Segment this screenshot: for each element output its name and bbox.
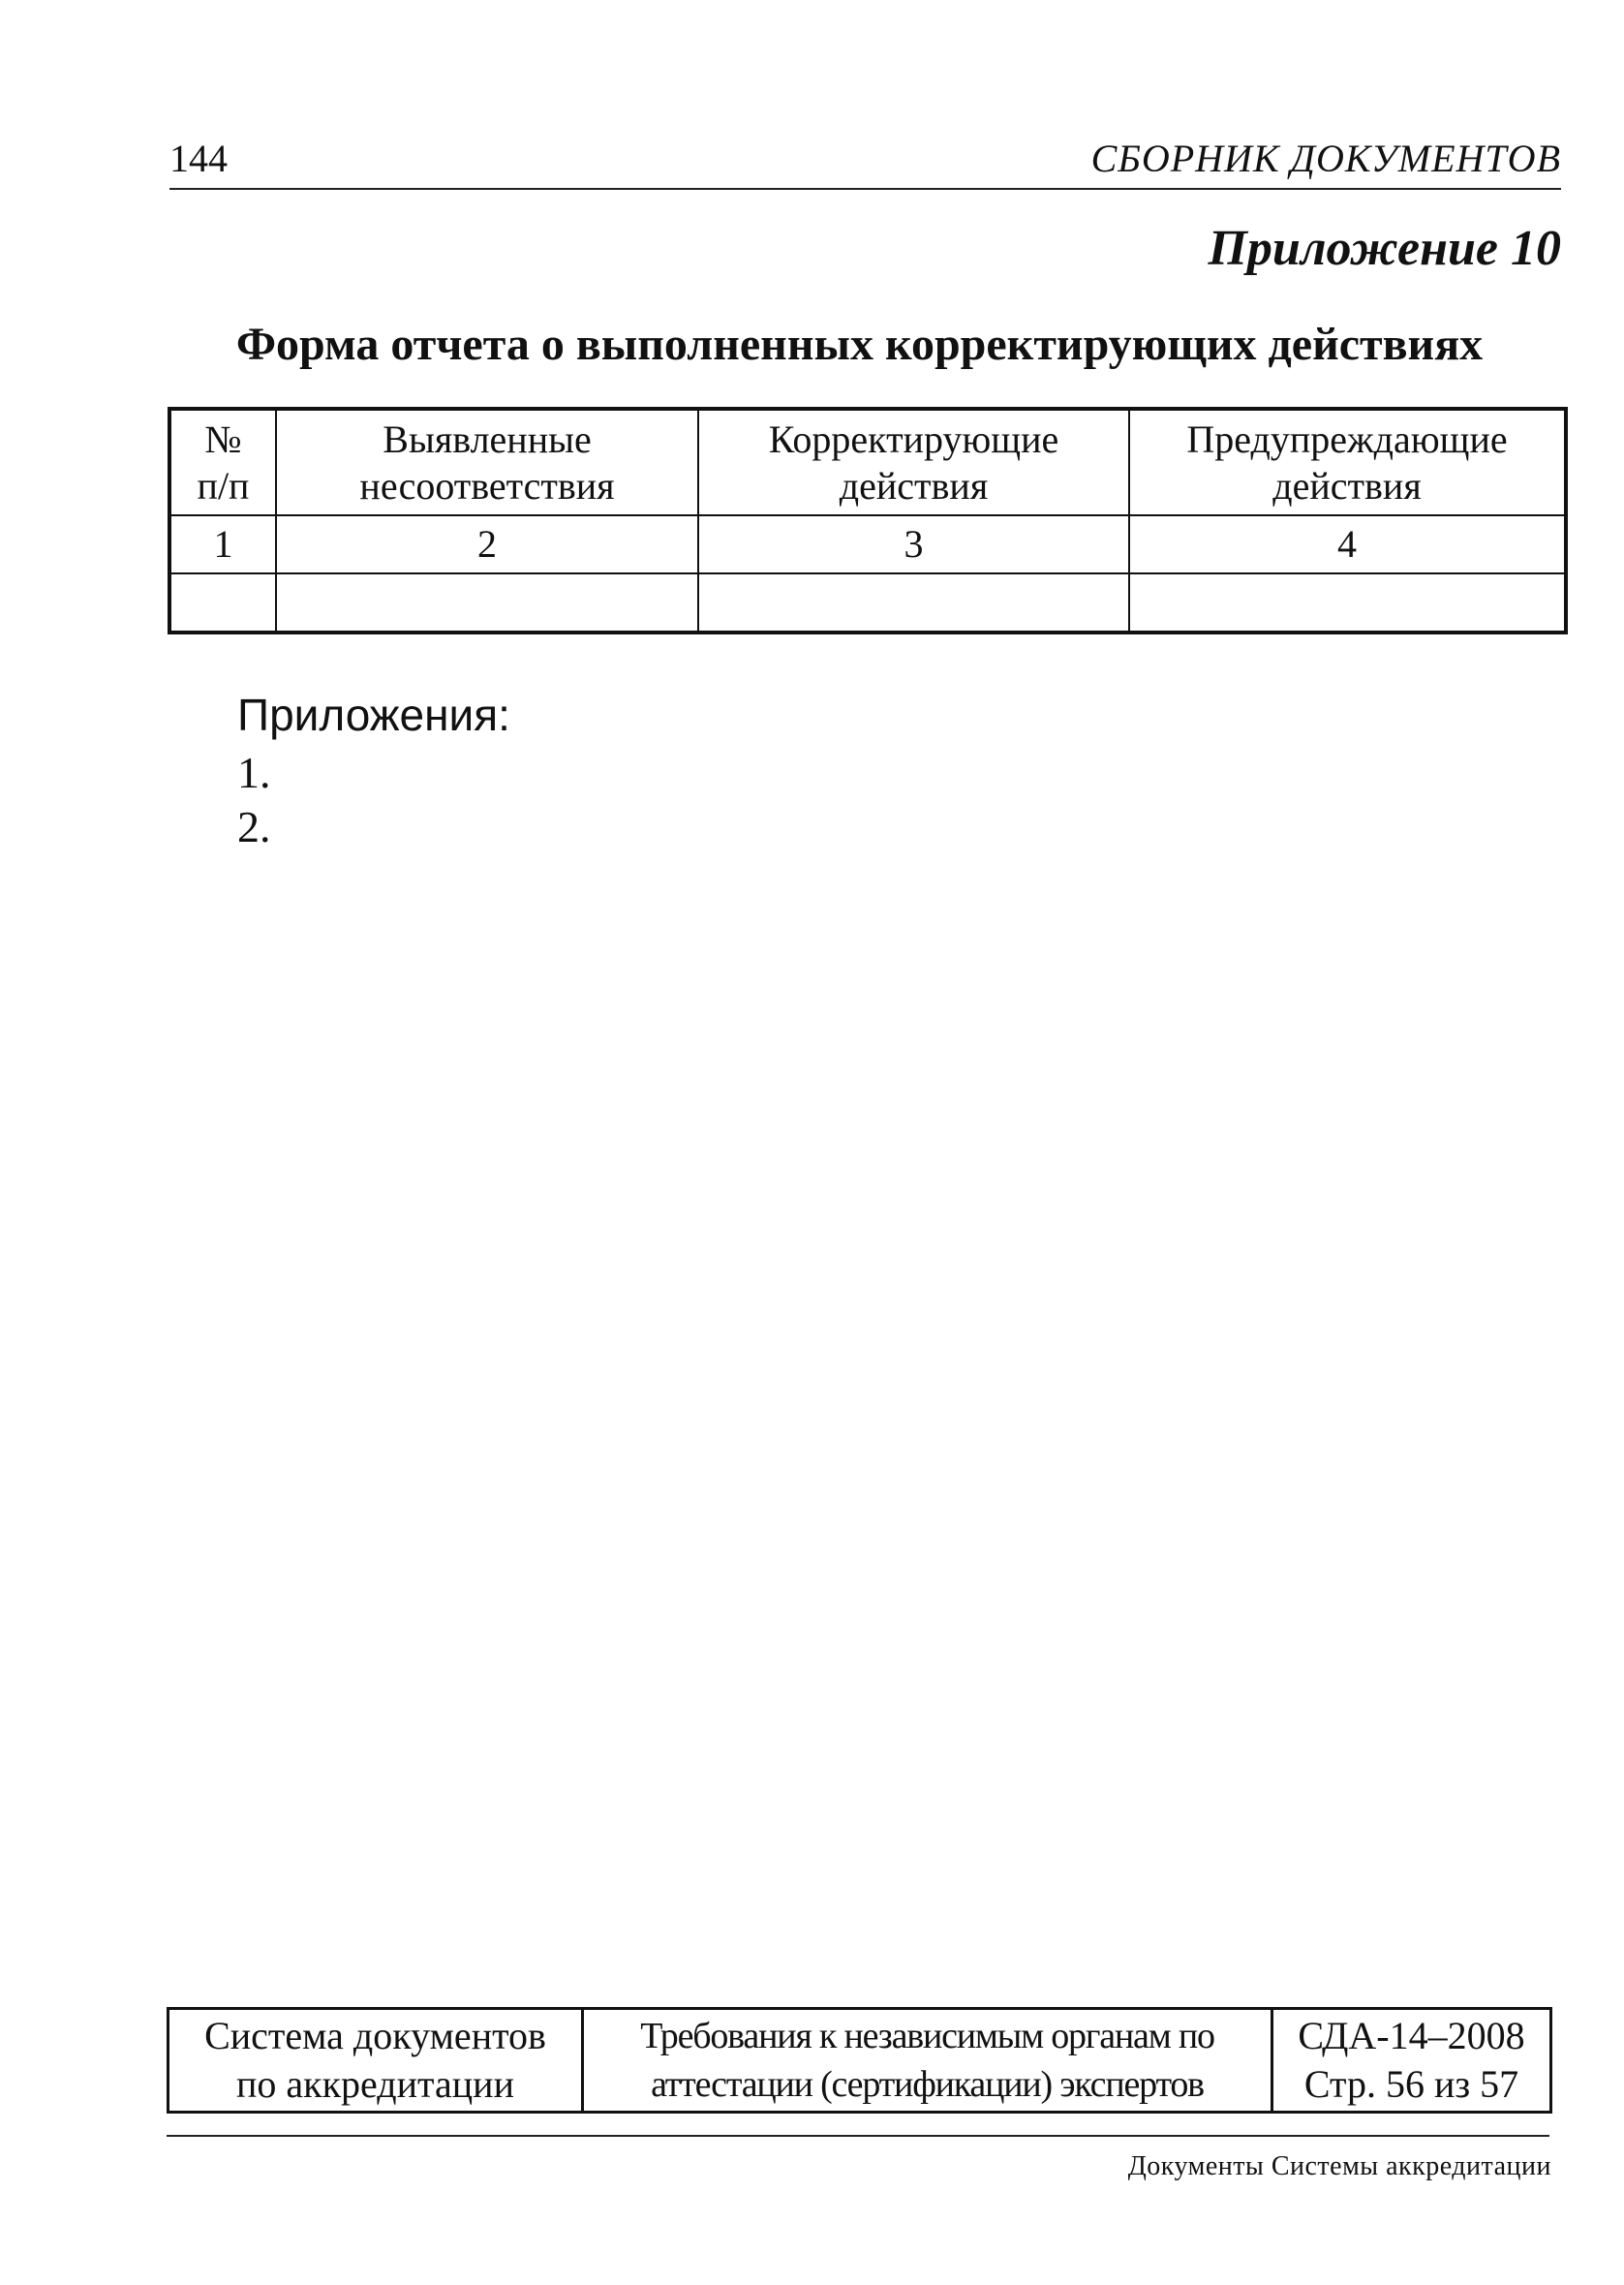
column-number-cell: 2 <box>276 515 698 573</box>
stamp-doc-code: СДА-14–2008 <box>1298 2014 1525 2057</box>
stamp-code-page-cell <box>1272 2009 1551 2113</box>
running-footer: Документы Системы аккредитации <box>1127 2151 1551 2181</box>
stamp-page: Стр. 56 из 57 <box>1303 2062 1519 2106</box>
footer-stamp-table <box>167 2007 1552 2114</box>
report-form-table <box>168 407 1568 634</box>
empty-cell <box>169 573 276 633</box>
empty-cell <box>1129 573 1566 633</box>
header-cell-nonconformities: Выявленные несоответствия <box>276 409 698 515</box>
document-title: Форма отчета о выполненных корректирующих действиях <box>235 319 1484 370</box>
appendix-label: Приложение 10 <box>1208 221 1561 276</box>
header-cell-preventive-actions: Предупреждающие действия <box>1129 409 1566 515</box>
stamp-doc-name-cell: Требования к независимым органам по аттестации (сертификации) экспертов <box>583 2009 1272 2113</box>
header-cell-corrective-actions: Корректирующие действия <box>698 409 1129 515</box>
table-header-row <box>169 409 1566 515</box>
column-number-cell: 1 <box>169 515 276 573</box>
stamp-row <box>169 2009 1551 2113</box>
attachment-item: 2. <box>237 802 271 851</box>
empty-entry-row <box>169 573 1566 633</box>
header-cell-number: № п/п <box>169 409 276 515</box>
stamp-system-cell: Система документов по аккредитации <box>169 2009 583 2113</box>
page-number: 144 <box>169 137 228 180</box>
header-rule <box>169 188 1561 190</box>
attachments-title: Приложения: <box>237 690 510 740</box>
empty-cell <box>698 573 1129 633</box>
collection-title: СБОРНИК ДОКУМЕНТОВ <box>1090 137 1561 180</box>
column-number-cell: 4 <box>1129 515 1566 573</box>
footer-rule <box>167 2135 1549 2137</box>
column-number-cell: 3 <box>698 515 1129 573</box>
attachment-item: 1. <box>237 748 271 797</box>
empty-cell <box>276 573 698 633</box>
column-number-row <box>169 515 1566 573</box>
